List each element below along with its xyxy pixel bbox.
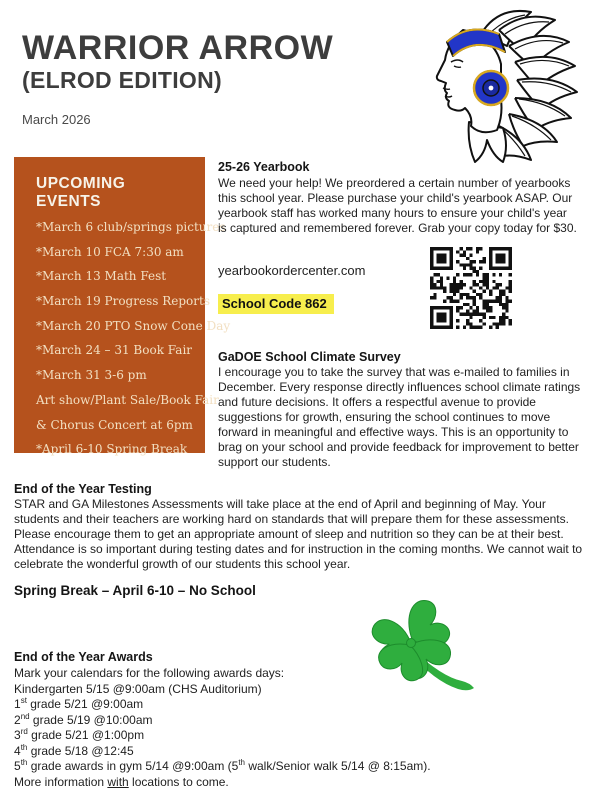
upcoming-events-panel — [14, 157, 231, 457]
testing-body: STAR and GA Milestones Assessments will take place at the end of April and beginning of May. Your students and their teachers are working hard on standards that will prepare them for these assessments. Please encourage them to get an appropriate amount of sleep and nutrition so they can be at their best. Attendance is so important during testing dates and for instruction in the coming months. We cannot wait to celebrate the wonderful growth of our students this school year. — [14, 497, 583, 571]
event-item: *March 13 Math Fest — [36, 269, 167, 284]
awards-section — [14, 650, 574, 790]
upcoming-events-heading: UPCOMING EVENTS — [36, 175, 126, 210]
yearbook-website: yearbookordercenter.com — [218, 263, 366, 278]
climate-survey-body: I encourage you to take the survey that was e-mailed to families in December. Every response directly influences school climate ratings and future decisions. It offers a respectful avenue to provide suggestions for growth, ensuring the school continues to move forward in meaningful and effective ways. This is an opportunity to brag on your school and provide feedback for improvement to better support our students. — [218, 365, 581, 469]
awards-item: More information with locations to come. — [14, 774, 229, 789]
qr-code-icon — [430, 247, 512, 329]
school-code-highlight: School Code 862 — [218, 294, 334, 314]
upcoming-events-list — [36, 220, 231, 457]
event-item: & Chorus Concert at 6pm — [36, 417, 193, 432]
event-item: *March 20 PTO Snow Cone Day — [36, 318, 231, 333]
yearbook-body: We need your help! We preordered a certain number of yearbooks this school year. Please purchase your child's yearbook ASAP. Our yearbook staff has worked many hours to ensure your child's year is captured and remembered forever. Grab your copy today for $30. — [218, 176, 577, 235]
awards-item: 1st grade 5/21 @9:00am — [14, 696, 144, 711]
yearbook-heading: 25-26 Yearbook — [218, 160, 310, 174]
event-item: *March 31 3-6 pm — [36, 368, 147, 383]
yearbook-section — [218, 160, 584, 314]
testing-heading: End of the Year Testing — [14, 482, 152, 496]
testing-section — [14, 482, 590, 572]
spring-break-heading: Spring Break – April 6-10 – No School — [14, 583, 256, 598]
climate-survey-section — [218, 350, 586, 470]
awards-item: 2nd grade 5/19 @10:00am — [14, 711, 153, 727]
warrior-chief-mascot-icon — [403, 4, 585, 169]
event-item: *March 24 – 31 Book Fair — [36, 343, 193, 358]
awards-heading: End of the Year Awards — [14, 650, 153, 664]
newsletter-subtitle: (ELROD EDITION) — [22, 67, 222, 94]
issue-date: March 2026 — [22, 112, 91, 128]
awards-item: 4th grade 5/18 @12:45 — [14, 742, 134, 758]
event-item: *March 19 Progress Reports — [36, 294, 210, 309]
awards-intro: Mark your calendars for the following awards days: — [14, 666, 285, 680]
event-item: *March 10 FCA 7:30 am — [36, 244, 184, 259]
newsletter-title: WARRIOR ARROW — [22, 29, 334, 67]
masthead — [22, 30, 333, 127]
event-item: *March 6 club/springs pictures — [36, 220, 226, 234]
awards-list — [14, 682, 574, 791]
event-item: Art show/Plant Sale/Book Fair — [36, 392, 219, 407]
awards-item: 3rd grade 5/21 @1:00pm — [14, 727, 145, 742]
climate-survey-heading: GaDOE School Climate Survey — [218, 350, 401, 364]
awards-item: Kindergarten 5/15 @9:00am (CHS Auditorium) — [14, 681, 262, 696]
event-item: *April 6-10 Spring Break — [36, 442, 188, 457]
awards-item: 5th grade awards in gym 5/14 @9:00am (5th walk/Senior walk 5/14 @ 8:15am). — [14, 758, 431, 773]
